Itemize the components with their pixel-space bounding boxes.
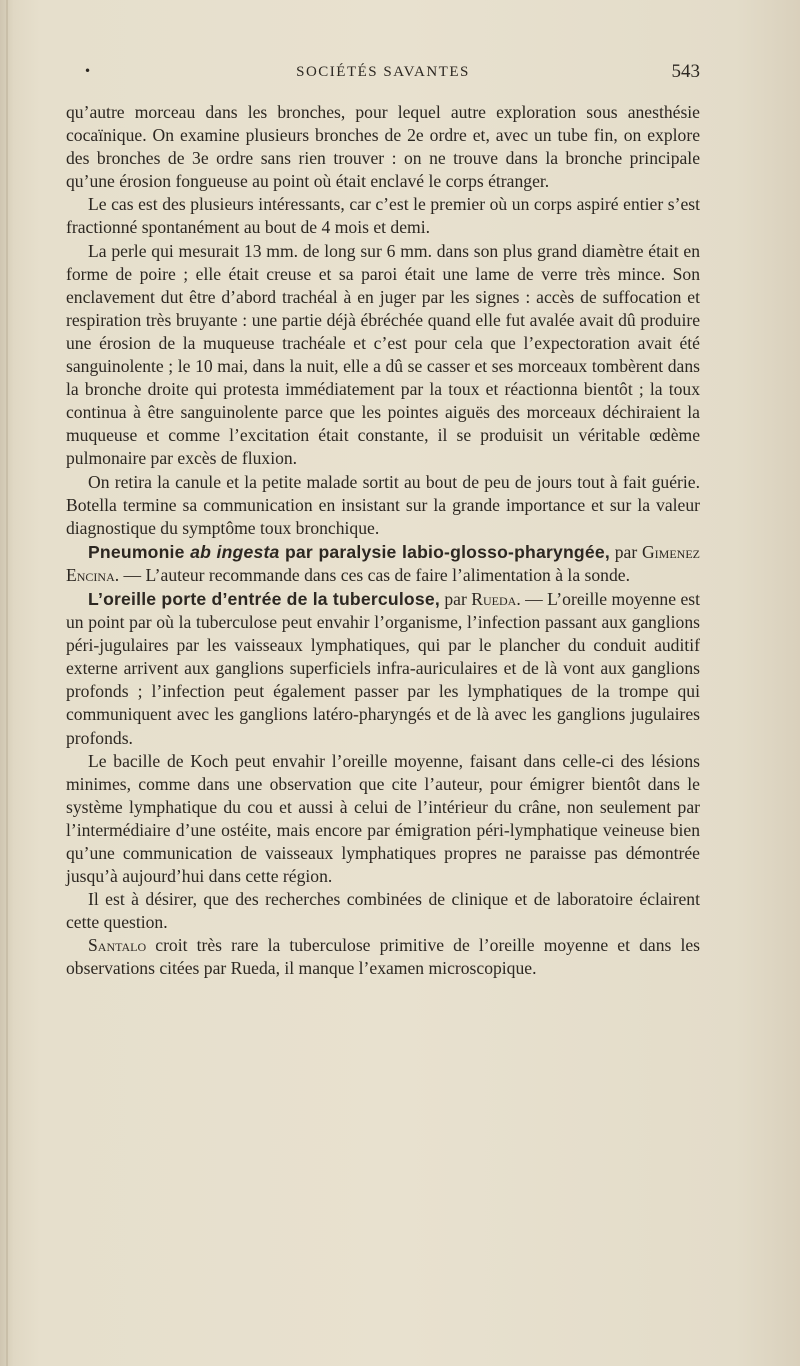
paragraph-8: Il est à désirer, que des recherches combinées de clinique et de laboratoire éclairent cette question. [66, 889, 700, 933]
paragraph-5: Pneumonie ab ingesta par paralysie labio-glosso-pharyngée, par Gimenez Encina. — L’auteur recommande dans ces cas de faire l’alimentation à la sonde. [66, 541, 700, 585]
paragraph-1: qu’autre morceau dans les bronches, pour lequel autre exploration sous anesthésie cocaïnique. On examine plusieurs bronches de 2e ordre et, avec un tube fin, on explore des bronches de 3e ordre sans rien trouver : on ne trouve dans la bronche principale qu’une érosion fongueuse au point où était enclavé le corps étranger. [66, 102, 700, 192]
author-name: Gimenez Encina [66, 541, 700, 585]
section-heading-pneumonie: Pneumonie ab ingesta par paralysie labio-glosso-pharyngée, [88, 541, 610, 562]
paragraph-2: Le cas est des plusieurs intéressants, car c’est le premier où un corps aspiré entier s’est fractionné spontanément au bout de 4 mois et demi. [66, 194, 700, 238]
author-name: Rueda [471, 588, 517, 609]
body-text [66, 101, 700, 981]
paragraph-9: Santalo croit très rare la tuberculose primitive de l’oreille moyenne et dans les observations citées par Rueda, il manque l’examen microscopique. [66, 935, 700, 979]
header-title: SOCIÉTÉS SAVANTES [296, 64, 470, 80]
author-name: Santalo [88, 935, 147, 956]
paragraph-7: Le bacille de Koch peut envahir l’oreille moyenne, faisant dans celle-ci des lésions minimes, comme dans une observation que cite l’auteur, pour émigrer bientôt dans le système lymphatique du cou et aussi à celui de l’intérieur du crâne, non seulement par l’intermédiaire d’une ostéite, mais encore par émigration péri-lymphatique veineuse bien qu’une communication de vaisseaux lymphatiques propres ne paraisse pas démontrée jusqu’à aujourd’hui dans cette région. [66, 750, 700, 887]
page-number: 543 [671, 61, 700, 82]
running-header [66, 58, 700, 88]
header-bullet: • [84, 64, 92, 78]
page-gutter [6, 0, 8, 1366]
paragraph-6: L’oreille porte d’entrée de la tuberculose, par Rueda. — L’oreille moyenne est un point par où la tuberculose peut envahir l’organisme, l’infection passant aux ganglions péri-jugulaires par les vaisseaux lymphatiques, qui par le plancher du conduit auditif externe arrivent aux ganglions superficiels infra-auriculaires et de là vont aux ganglions profonds ; l’infection peut également passer par les lymphatiques de la trompe qui communiquent avec les ganglions latéro-pharyngés et de là avec les ganglions jugulaires profonds. [66, 588, 700, 748]
paragraph-4: On retira la canule et la petite malade sortit au bout de peu de jours tout à fait guérie. Botella termine sa communication en insistant sur la grande importance et sur la valeur diagnostique du symptôme toux bronchique. [66, 471, 700, 538]
section-heading-oreille: L’oreille porte d’entrée de la tuberculose, [88, 588, 440, 609]
paragraph-3: La perle qui mesurait 13 mm. de long sur 6 mm. dans son plus grand diamètre était en forme de poire ; elle était creuse et sa paroi était une lame de verre très mince. Son enclavement dut être d’abord trachéal à en juger par les signes : accès de suffocation et respiration très bruyante : une partie déjà ébréchée quand elle fut avalée avait dû produire une érosion de la muqueuse trachéale et c’est pour cela que l’expectoration avait été sanguinolente ; le 10 mai, dans la nuit, elle a dû se casser et ses morceaux tombèrent dans la bronche droite qui protesta immédiatement par la toux et réactionna bientôt ; la toux continua à être sanguinolente parce que les pointes aiguës des morceaux déchiraient la muqueuse et comme l’excitation était constante, il se produisit un véritable œdème pulmonaire par excès de fluxion. [66, 240, 700, 469]
